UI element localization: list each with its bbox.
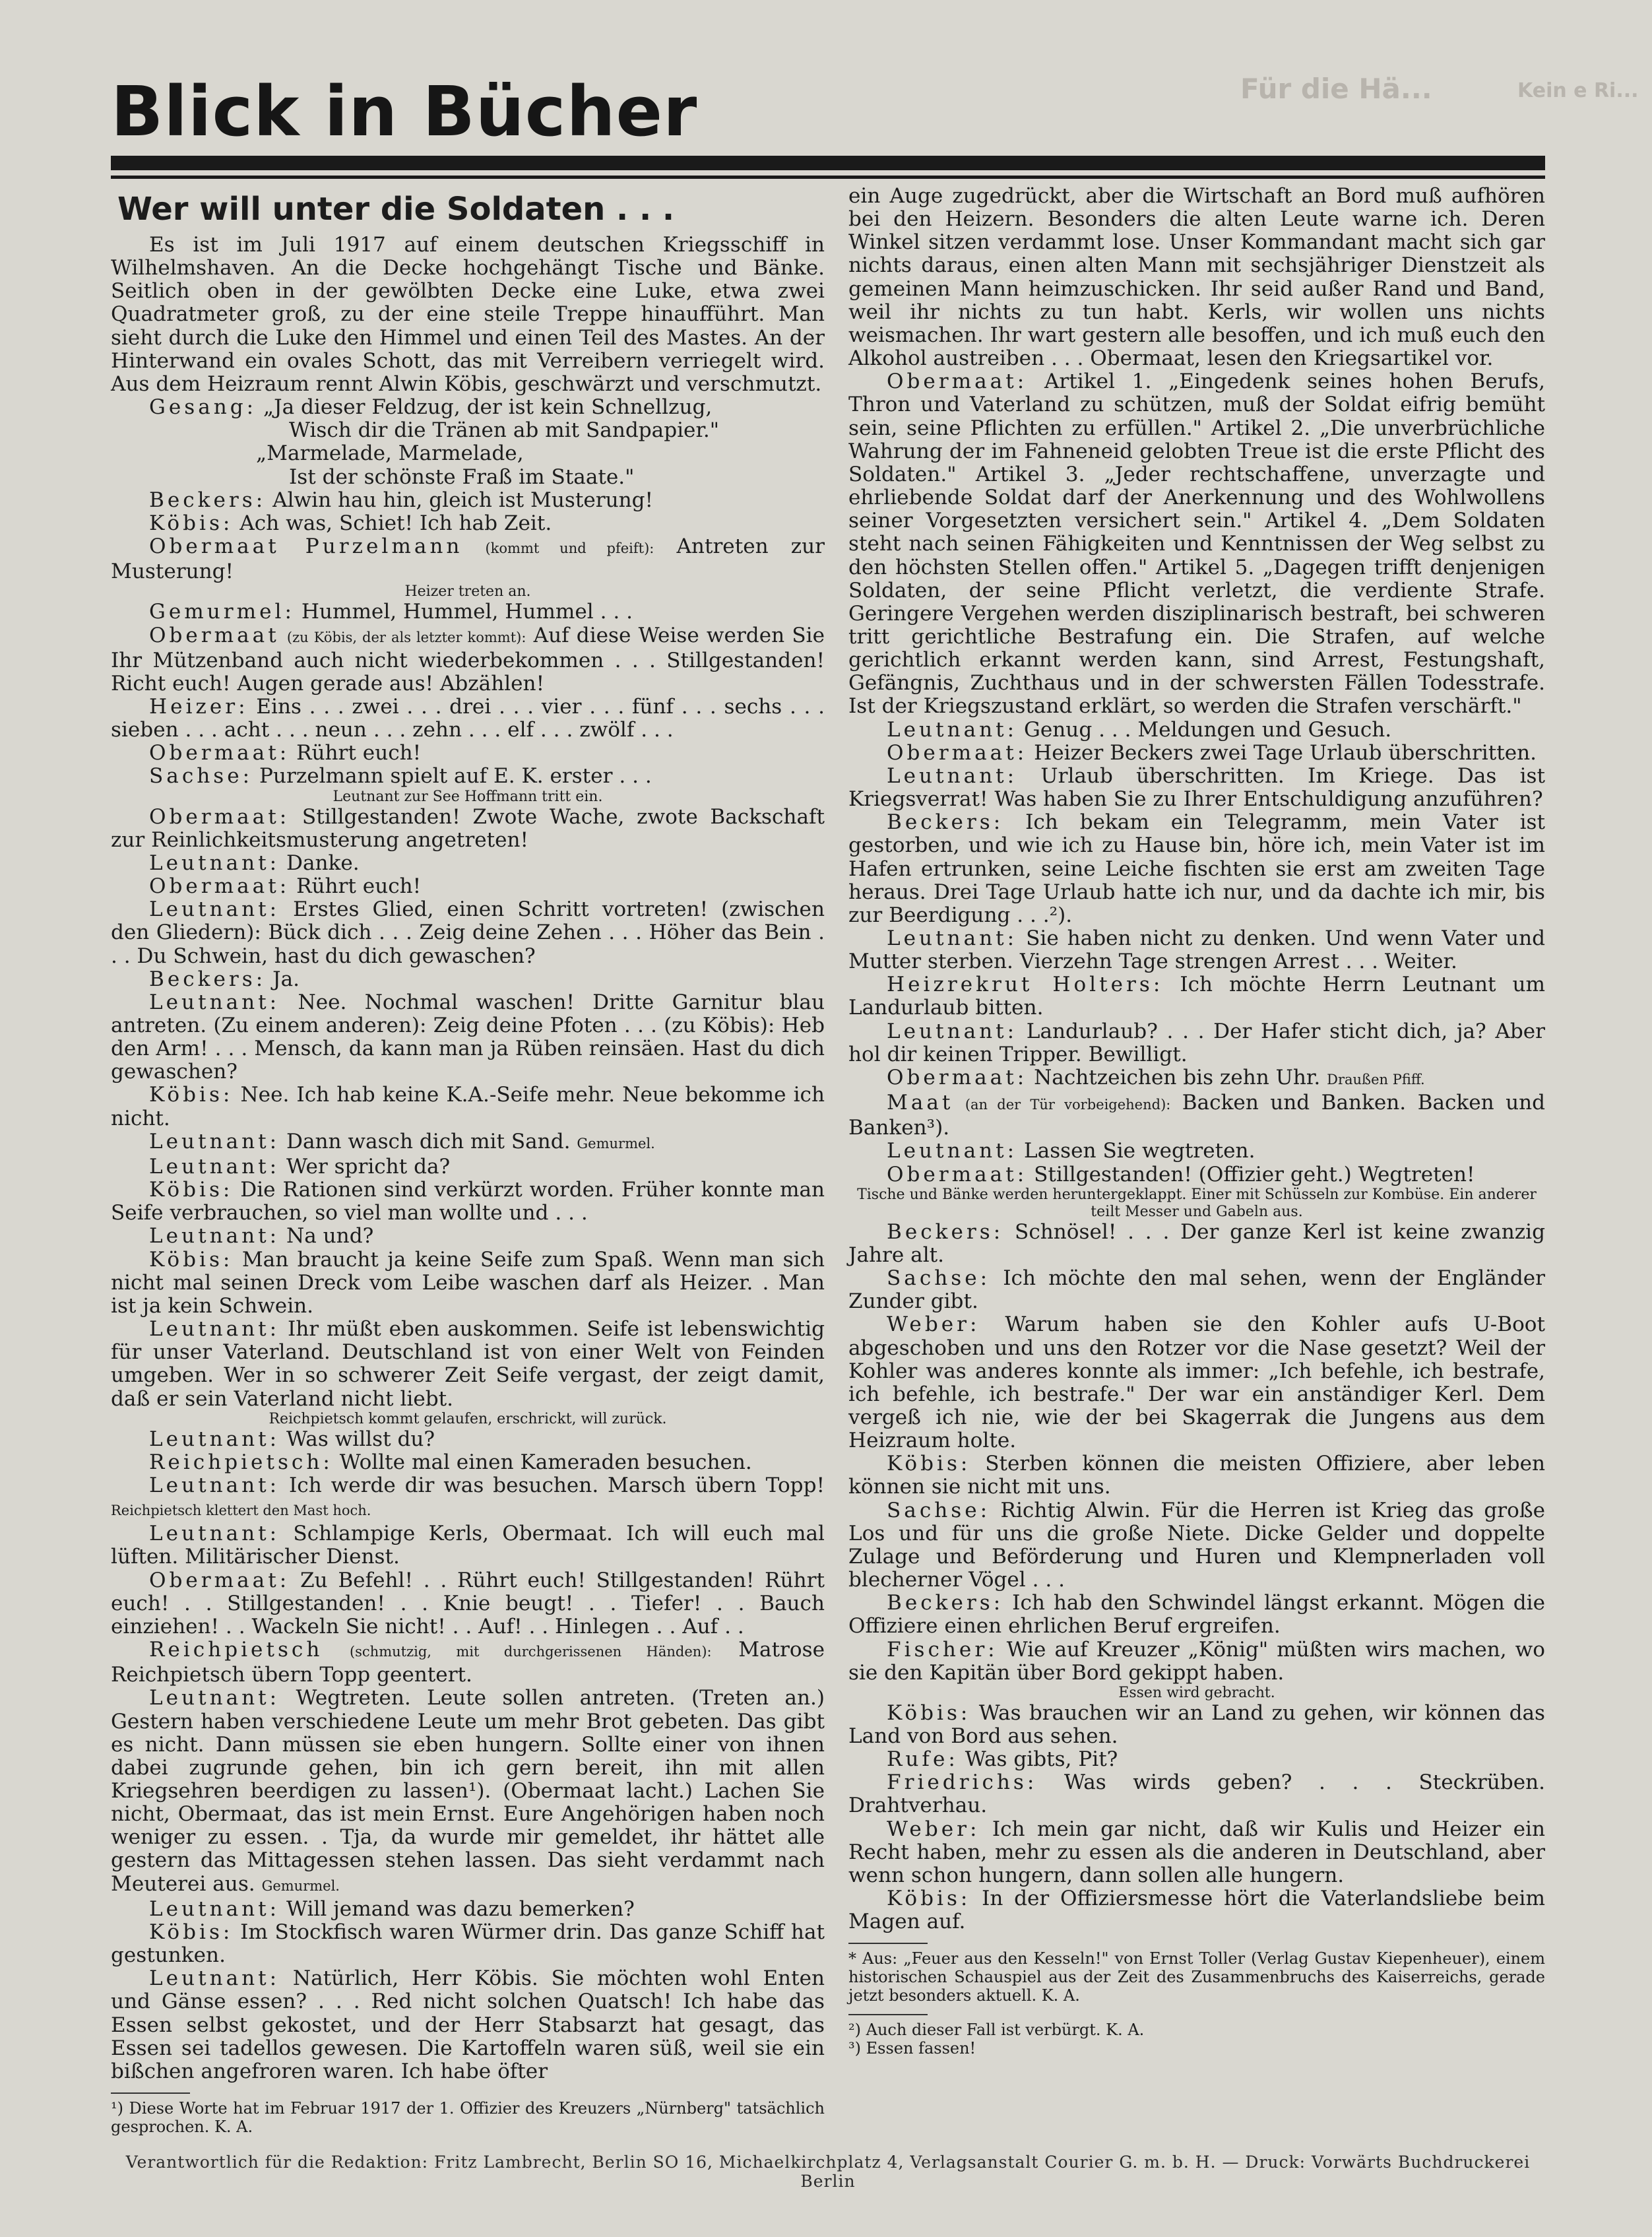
dialogue-text: Rührt euch!	[296, 741, 422, 765]
speaker-name: Obermaat:	[149, 741, 290, 765]
dialogue-text: Nee. Nochmal waschen! Dritte Garnitur blau antreten. (Zu einem anderen): Zeig deine Pfoten . . . (zu Köbis): Heb den Arm! . . . Mensch, da kann man ja Rüben reinsäen. Hast du dich gewaschen?	[111, 990, 825, 1084]
dialogue-text: Im Stockfisch waren Würmer drin. Das ganze Schiff hat gestunken.	[111, 1920, 825, 1968]
dialogue-line	[111, 765, 825, 788]
dialogue-line	[848, 719, 1545, 742]
dialogue-text: Wollte mal einen Kameraden besuchen.	[339, 1450, 752, 1474]
dialogue-line	[111, 875, 825, 898]
dialogue-text: Was gibts, Pit?	[965, 1747, 1118, 1772]
dialogue-text: Ich bekam ein Telegramm, mein Vater ist gestorben, und wie ich zu Hause bin, höre ich, mein Vater ist im Hafen ertrunken, seine Leiche fischten sie erst am zweiten Tage heraus. Drei Tage Urlaub hatte ich nur, und da dachte ich mir, bis zur Beerdigung . . .²).	[848, 810, 1545, 927]
speaker-name: Heizrekrut Holters:	[887, 973, 1164, 997]
dialogue-line	[848, 1748, 1545, 1771]
dialogue-line	[111, 489, 825, 512]
dialogue-text: Was brauchen wir an Land zu gehen, wir können das Land von Bord aus sehen.	[848, 1701, 1546, 1748]
speaker-note: (an der Tür vorbeigehend):	[965, 1097, 1171, 1113]
footnote: ³) Essen fassen!	[848, 2039, 976, 2058]
speaker-name: Leutnant:	[149, 1966, 280, 1991]
dialogue-text: Ich mein gar nicht, daß wir Kulis und Heizer ein Recht haben, mehr zu essen als die anderen in Deutschland, aber wenn schon hungern, dann sollen alle hungern.	[848, 1817, 1545, 1887]
dialogue-line	[848, 1221, 1545, 1267]
dialogue-line	[111, 1318, 825, 1411]
speaker-name: Beckers:	[149, 967, 267, 991]
dialogue-line	[111, 1967, 825, 2083]
stage-direction: Leutnant zur See Hoffmann tritt ein.	[333, 788, 603, 805]
inline-stage-direction: Draußen Pfiff.	[1327, 1071, 1425, 1087]
dialogue-text: Ihr müßt eben auskommen. Seife ist lebenswichtig für unser Vaterland. Deutschland ist von einer Welt von Feinden umgeben. Wer in so schwerer Zeit Seife vergast, der zeigt damit, daß er sein Vaterland nicht liebt.	[111, 1317, 825, 1411]
paragraph: Es ist im Juli 1917 auf einem deutschen Kriegsschiff in Wilhelmshaven. An die Decke hochgehängt Tische und Bänke. Seitlich oben in der gewölbten Decke eine Luke, etwa zwei Quadratmeter groß, zu der eine steile Treppe hinaufführt. Man sieht durch die Luke den Himmel und einen Teil des Mastes. An der Hinterwand ein ovales Schott, das mit Verreibern verriegelt wird. Aus dem Heizraum rennt Alwin Köbis, geschwärzt und verschmutzt.	[111, 233, 825, 396]
dialogue-line	[111, 991, 825, 1084]
dialogue-line	[848, 1020, 1545, 1066]
dialogue-line	[111, 1225, 825, 1248]
verse-line: Wisch dir die Tränen ab mit Sandpapier."	[289, 418, 720, 443]
speaker-name: Leutnant:	[149, 1427, 280, 1451]
dialogue-text: Die Rationen sind verkürzt worden. Früher konnte man Seife verbrauchen, so viel man wollte und . . .	[111, 1178, 825, 1225]
speaker-name: Reichpietsch:	[149, 1450, 333, 1474]
source-note: * Aus: „Feuer aus den Kesseln!" von Ernst Toller (Verlag Gustav Kiepenheuer), einem historischen Schauspiel aus der Zeit des Zusammenbruchs des Kaiserreichs, gerade jetzt besonders aktuell. K. A.	[848, 1949, 1545, 2005]
dialogue-line	[111, 600, 825, 624]
dialogue-line	[111, 1522, 825, 1569]
dialogue-text: Will jemand was dazu bemerken?	[286, 1897, 635, 1921]
dialogue-line	[111, 1474, 825, 1522]
speaker-name: Reichpietsch	[149, 1638, 323, 1662]
dialogue-verse	[111, 396, 825, 489]
dialogue-line	[848, 1887, 1545, 1933]
dialogue-line	[848, 765, 1545, 811]
speaker-note: (kommt und pfeift):	[485, 540, 654, 557]
speaker-name: Obermaat:	[149, 874, 290, 899]
speaker-name: Obermaat:	[887, 740, 1028, 765]
dialogue-text: Wie auf Kreuzer „König" müßten wirs machen, wo sie den Kapitän über Bord gekippt haben.	[848, 1637, 1545, 1685]
speaker-name: Heizer:	[149, 694, 249, 719]
speaker-name: Leutnant:	[887, 763, 1018, 788]
dialogue-text: Danke.	[286, 851, 360, 875]
dialogue-text: Stillgestanden! Zwote Wache, zwote Backschaft zur Reinlichkeitsmusterung angetreten!	[111, 804, 825, 852]
speaker-name: Obermaat	[149, 623, 280, 647]
page-title: Blick in Bücher	[111, 71, 698, 152]
dialogue-line	[111, 1638, 825, 1687]
dialogue-line	[848, 1771, 1545, 1817]
dialogue-line	[111, 624, 825, 696]
dialogue-line	[848, 1499, 1545, 1592]
speaker-name: Köbis:	[887, 1701, 971, 1725]
speaker-name: Leutnant:	[149, 990, 280, 1014]
dialogue-line	[111, 512, 825, 535]
dialogue-line	[111, 696, 825, 742]
dialogue-line	[111, 968, 825, 991]
inline-stage-direction: Reichpietsch klettert den Mast hoch.	[111, 1503, 371, 1519]
dialogue-line	[848, 973, 1545, 1020]
speaker-name: Leutnant:	[887, 717, 1018, 742]
speaker-name: Leutnant:	[149, 1686, 280, 1710]
dialogue-text: Heizer Beckers zwei Tage Urlaub überschritten.	[1034, 740, 1537, 765]
footnote-rule	[848, 1943, 928, 1944]
dialogue-line	[848, 370, 1545, 718]
dialogue-text: Ich möchte Herrn Leutnant um Landurlaub bitten.	[848, 973, 1545, 1020]
dialogue-text: Hummel, Hummel, Hummel . . .	[301, 600, 633, 624]
dialogue-line	[111, 852, 825, 875]
dialogue-text: Nachtzeichen bis zehn Uhr.	[1034, 1065, 1321, 1089]
speaker-name: Leutnant:	[149, 897, 280, 922]
speaker-name: Maat	[887, 1091, 954, 1115]
speaker-name: Obermaat Purzelmann	[149, 535, 463, 559]
dialogue-text: Erstes Glied, einen Schritt vortreten! (zwischen den Gliedern): Bück dich . . . Zeig deine Zehen . . . Höher das Bein . . . Du Schwein, hast du dich gewaschen?	[111, 897, 825, 968]
paragraph: ein Auge zugedrückt, aber die Wirtschaft an Bord muß aufhören bei den Heizern. Besonders die alten Leute warne ich. Deren Winkel sitzen verdammt lose. Unser Kommandant macht sich gar nichts daraus, einen alten Mann mit sechsjähriger Dienstzeit als gemeinen Mann heimzuschicken. Ihr seid außer Rand und Band, weil ihr nichts zu tun habt. Kerls, wir wollen uns nichts weismachen. Ihr wart gestern alle besoffen, und ich muß euch den Alkohol austreiben . . . Obermaat, lesen den Kriegsartikel vor.	[848, 184, 1545, 371]
dialogue-text: Purzelmann spielt auf E. K. erster . . .	[259, 764, 652, 789]
dialogue-text: Sie haben nicht zu denken. Und wenn Vater und Mutter sterben. Vierzehn Tage strengen Arrest . . . Weiter.	[848, 926, 1546, 974]
title-rule-thick	[111, 156, 1545, 170]
dialogue-text: Na und?	[286, 1224, 374, 1248]
dialogue-text: Richtig Alwin. Für die Herren ist Krieg das große Los und für uns die große Niete. Dicke Gelder und doppelte Zulage und Beförderung und Huren und Klempnerladen voll blecherner Vögel . . .	[848, 1498, 1546, 1592]
stage-direction: Heizer treten an.	[404, 583, 531, 600]
dialogue-text: Antreten zur Musterung!	[111, 535, 825, 584]
speaker-name: Leutnant:	[887, 1019, 1018, 1043]
dialogue-line	[111, 898, 825, 967]
dialogue-text: Wer spricht da?	[286, 1154, 451, 1179]
dialogue-text: Rührt euch!	[296, 874, 422, 899]
speaker-name: Köbis:	[149, 1247, 234, 1272]
dialogue-line	[111, 1084, 825, 1130]
dialogue-text: Ja.	[272, 967, 300, 991]
footnote: ¹) Diese Worte hat im Februar 1917 der 1. Offizier des Kreuzers „Nürnberg" tatsächlich gesprochen. K. A.	[111, 2099, 825, 2137]
dialogue-line	[111, 1130, 825, 1155]
speaker-name: Obermaat:	[887, 1065, 1028, 1089]
stage-direction: Tische und Bänke werden heruntergeklappt. Einer mit Schüsseln zur Kombüse. Ein anderer teilt Messer und Gabeln aus.	[857, 1186, 1537, 1220]
speaker-name: Leutnant:	[149, 1897, 280, 1921]
article-column-right	[848, 185, 1545, 2058]
dialogue-text: Dann wasch dich mit Sand.	[286, 1129, 571, 1153]
title-rule-thin	[111, 176, 1545, 179]
dialogue-line	[848, 1592, 1545, 1638]
speaker-name: Leutnant:	[887, 1139, 1018, 1163]
speaker-name: Leutnant:	[149, 1522, 280, 1546]
speaker-name: Köbis:	[149, 1083, 234, 1107]
dialogue-text: Was willst du?	[286, 1427, 435, 1451]
speaker-name: Köbis:	[149, 1178, 234, 1202]
speaker-name: Köbis:	[149, 1920, 234, 1944]
dialogue-line	[111, 1921, 825, 1967]
speaker-name: Leutnant:	[149, 1129, 280, 1153]
inline-stage-direction: Gemurmel.	[577, 1135, 655, 1151]
verse-line: Ist der schönste Fraß im Staate."	[289, 465, 635, 489]
dialogue-text: In der Offiziersmesse hört die Vaterlandsliebe beim Magen auf.	[848, 1887, 1545, 1934]
article-headline: Wer will unter die Soldaten . . .	[117, 191, 675, 228]
dialogue-text: Schlampige Kerls, Obermaat. Ich will euch mal lüften. Militärischer Dienst.	[111, 1522, 825, 1569]
dialogue-text: Wegtreten. Leute sollen antreten. (Treten an.) Gestern haben verschiedene Leute um mehr Brot gebeten. Das gibt es nicht. Dann müssen sie eben hungern. Sollte einer von ihnen dabei zugrunde gehen, bin ich gern bereit, ihn mit allen Kriegsehren beerdigen zu lassen¹). (Obermaat lacht.) Lachen Sie nicht, Obermaat, das ist mein Ernst. Eure Angehörigen haben noch weniger zu essen. . Tja, da wurde mir gemeldet, ihr hättet alle gestern das Mittagessen stehen lassen. Das sieht verdammt nach Meuterei aus.	[111, 1686, 825, 1896]
dialogue-text: Ich hab den Schwindel längst erkannt. Mögen die Offiziere einen ehrlichen Beruf ergreifen.	[848, 1591, 1545, 1638]
dialogue-line	[848, 1818, 1545, 1887]
dialogue-text: Lassen Sie wegtreten.	[1024, 1139, 1255, 1163]
dialogue-line	[111, 742, 825, 765]
dialogue-text: Man braucht ja keine Seife zum Spaß. Wenn man sich nicht mal seinen Dreck vom Leibe waschen darf als Heizer. . Man ist ja kein Schwein.	[111, 1247, 825, 1318]
dialogue-text: Eins . . . zwei . . . drei . . . vier . . . fünf . . . sechs . . . sieben . . . acht . . . neun . . . zehn . . . elf . . . zwölf . . .	[111, 694, 825, 742]
dialogue-text: Auf diese Weise werden Sie Ihr Mützenband auch nicht wiederbekommen . . . Stillgestanden! Richt euch! Augen gerade aus! Abzählen!	[111, 623, 825, 696]
dialogue-text: Landurlaub? . . . Der Hafer sticht dich, ja? Aber hol dir keinen Tripper. Bewilligt.	[848, 1019, 1545, 1066]
speaker-name: Weber:	[887, 1817, 980, 1841]
dialogue-line	[848, 1140, 1545, 1163]
speaker-name: Obermaat:	[149, 1568, 290, 1592]
dialogue-line	[848, 1267, 1545, 1313]
dialogue-line	[111, 1428, 825, 1451]
dialogue-line	[848, 1702, 1545, 1748]
speaker-name: Friedrichs:	[887, 1770, 1038, 1795]
dialogue-text: Nee. Ich hab keine K.A.-Seife mehr. Neue bekomme ich nicht.	[111, 1083, 825, 1130]
speaker-name: Köbis:	[887, 1887, 971, 1911]
dialogue-text: Artikel 1. „Eingedenk seines hohen Berufs, Thron und Vaterland zu schützen, muß der Soldat eifrig bemüht sein, seine Pflichten zu erfüllen." Artikel 2. „Die unverbrüchliche Wahrung der im Fahneneid gelobten Treue ist die erste Pflicht des Soldaten." Artikel 3. „Jeder rechtschaffene, unverzagte und ehrliebende Soldat darf der Anerkennung und des Wohlwollens seiner Vorgesetzten versichert sein." Artikel 4. „Dem Soldaten steht nach seinen Fähigkeiten und Kenntnissen der Weg selbst zu den höchsten Stellen offen." Artikel 5. „Dagegen trifft denjenigen Soldaten, der seine Pflicht verletzt, die verdiente Strafe. Geringere Vergehen werden disziplinarisch bestraft, bei schweren tritt gerichtliche Bestrafung ein. Die Strafen, auf welche gerichtlich erkannt werden kann, sind Arrest, Festungshaft, Gefängnis, Zuchthaus und in der schwersten Fällen Todesstrafe. Ist der Kriegszustand erklärt, so werden die Strafen verschärft."	[848, 370, 1545, 719]
speaker-name: Gesang:	[149, 395, 257, 420]
dialogue-line	[111, 1687, 825, 1897]
dialogue-text: Ich möchte den mal sehen, wenn der Engländer Zunder gibt.	[848, 1266, 1545, 1314]
dialogue-line	[848, 1163, 1545, 1186]
speaker-name: Sachse:	[149, 764, 253, 789]
speaker-name: Weber:	[887, 1313, 980, 1337]
dialogue-text: Matrose Reichpietsch übern Topp geentert.	[111, 1638, 825, 1687]
dialogue-line	[848, 1066, 1545, 1091]
dialogue-line	[848, 811, 1545, 927]
dialogue-line	[111, 1898, 825, 1921]
dialogue-text: Sterben können die meisten Offiziere, aber leben können sie nicht mit uns.	[848, 1452, 1545, 1499]
speaker-name: Obermaat:	[887, 370, 1028, 394]
bleed-through-text: Kein e Ri...	[1517, 79, 1639, 102]
dialogue-text: Urlaub überschritten. Im Kriege. Das ist Kriegsverrat! Was haben Sie zu Ihrer Entschuldigung anzuführen?	[848, 763, 1545, 812]
stage-direction: Reichpietsch kommt gelaufen, erschrickt, will zurück.	[269, 1410, 667, 1427]
speaker-name: Köbis:	[149, 511, 234, 535]
speaker-name: Obermaat:	[887, 1162, 1028, 1186]
speaker-note: (schmutzig, mit durchgerissenen Händen):	[349, 1644, 712, 1660]
speaker-name: Sachse:	[887, 1498, 991, 1522]
dialogue-text: Alwin hau hin, gleich ist Musterung!	[272, 488, 654, 512]
dialogue-text: Backen und Banken. Backen und Banken³).	[848, 1091, 1546, 1140]
speaker-name: Rufe:	[887, 1747, 959, 1772]
dialogue-text: Was wirds geben? . . . Steckrüben. Drahtverhau.	[848, 1770, 1546, 1818]
dialogue-line	[848, 1313, 1545, 1452]
footnote: ²) Auch dieser Fall ist verbürgt. K. A.	[848, 2021, 1145, 2040]
dialogue-text: Genug . . . Meldungen und Gesuch.	[1024, 717, 1392, 742]
dialogue-line	[111, 535, 825, 583]
dialogue-text: Warum haben sie den Kohler aufs U-Boot abgeschoben und uns den Rotzer vor die Nase gesetzt? Weil der Kohler was anderes konnte als immer: „Ich befehle, ich bestrafe, ich befehle, ich bestrafe." Der war ein anständiger Kerl. Dem vergeß ich nie, wie der bei Skagerrak die Jungens aus dem Heizraum holte.	[848, 1313, 1546, 1453]
speaker-name: Leutnant:	[149, 1317, 280, 1342]
dialogue-line	[848, 927, 1545, 973]
dialogue-line	[111, 1569, 825, 1638]
speaker-name: Beckers:	[887, 1591, 1004, 1615]
imprint-line: Verantwortlich für die Redaktion: Fritz Lambrecht, Berlin SO 16, Michaelkirchplatz 4, Verlagsanstalt Courier G. m. b. H. — Druck: Vorwärts Buchdruckerei Berlin	[125, 2153, 1531, 2191]
dialogue-line	[111, 1248, 825, 1318]
verse-line	[111, 396, 825, 419]
dialogue-text: Zu Befehl! . . Rührt euch! Stillgestanden! Rührt euch! . . Stillgestanden! . . Knie beugt! . . Tiefer! . . Bauch einziehen! . . Wackeln Sie nicht! . . Auf! . . Hinlegen . . Auf . .	[111, 1568, 825, 1638]
dialogue-line	[848, 1452, 1545, 1499]
speaker-name: Leutnant:	[149, 851, 280, 875]
speaker-name: Fischer:	[887, 1637, 998, 1662]
speaker-name: Leutnant:	[887, 926, 1018, 950]
stage-direction: Essen wird gebracht.	[1118, 1684, 1275, 1701]
dialogue-line	[848, 1091, 1545, 1140]
article-column-left	[111, 185, 825, 2136]
dialogue-line	[111, 806, 825, 852]
verse-line: „Marmelade, Marmelade,	[256, 441, 524, 466]
speaker-name: Beckers:	[149, 488, 267, 512]
verse-text: „Ja dieser Feldzug, der ist kein Schnellzug,	[263, 395, 713, 420]
speaker-name: Sachse:	[887, 1266, 991, 1291]
footnote-rule	[111, 2092, 190, 2094]
speaker-name: Leutnant:	[149, 1154, 280, 1179]
speaker-name: Beckers:	[887, 1219, 1004, 1244]
dialogue-line	[111, 1155, 825, 1179]
dialogue-text: Ich werde dir was besuchen. Marsch übern Topp!	[289, 1473, 825, 1497]
dialogue-text: Stillgestanden! (Offizier geht.) Wegtreten!	[1034, 1162, 1475, 1186]
dialogue-line	[848, 742, 1545, 765]
speaker-name: Köbis:	[887, 1452, 971, 1476]
speaker-note: (zu Köbis, der als letzter kommt):	[286, 629, 526, 645]
dialogue-text: Natürlich, Herr Köbis. Sie möchten wohl Enten und Gänse essen? . . . Red nicht solchen Quatsch! Ich habe das Essen selbst gekostet, und der Herr Stabsarzt hat gesagt, das Essen sei tadellos gewesen. Die Kartoffeln waren süß, weil sie ein bißchen angefroren waren. Ich habe öfter	[111, 1966, 825, 2083]
footnote-rule	[848, 2014, 928, 2015]
speaker-name: Leutnant:	[149, 1224, 280, 1248]
speaker-name: Gemurmel:	[149, 600, 295, 624]
dialogue-text: Schnösel! . . . Der ganze Kerl ist keine zwanzig Jahre alt.	[848, 1219, 1545, 1267]
dialogue-text: Ach was, Schiet! Ich hab Zeit.	[239, 511, 552, 535]
speaker-name: Beckers:	[887, 810, 1004, 835]
dialogue-line	[111, 1451, 825, 1474]
dialogue-line	[848, 1638, 1545, 1685]
speaker-name: Leutnant:	[149, 1473, 280, 1497]
dialogue-line	[111, 1179, 825, 1225]
speaker-name: Obermaat:	[149, 804, 290, 829]
inline-stage-direction: Gemurmel.	[261, 1877, 340, 1894]
bleed-through-text: Für die Hä...	[1240, 73, 1432, 105]
